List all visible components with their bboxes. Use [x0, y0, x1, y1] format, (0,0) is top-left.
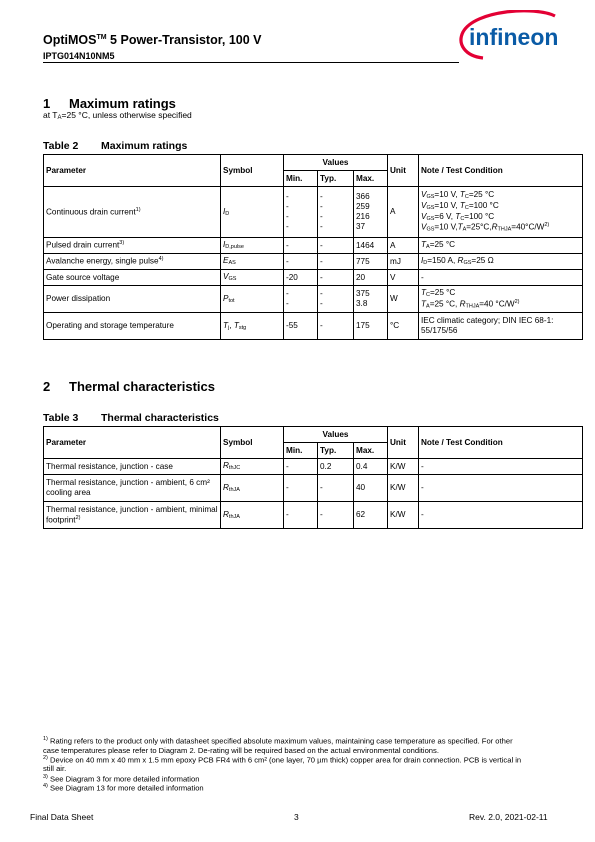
max-cell: 20 — [354, 270, 388, 286]
header-max: Max. — [354, 171, 388, 187]
thermal-characteristics-table — [43, 426, 583, 529]
unit-cell: W — [388, 286, 419, 313]
max-cell: 0.4 — [354, 459, 388, 475]
param-cell: Thermal resistance, junction - case — [44, 459, 221, 475]
min-cell: - - — [284, 286, 318, 313]
header-parameter: Parameter — [44, 155, 221, 187]
header-max: Max. — [354, 443, 388, 459]
header-condition: Note / Test Condition — [419, 427, 583, 459]
param-cell: Continuous drain current$^{1)}$ — [44, 187, 221, 238]
condition-cell: $T_C=25$ °C $T_A=25$ °C, $R_{THJA}=40$ $^\circ C/W^{2)}$ — [419, 286, 583, 313]
page-number: 3 — [294, 812, 299, 822]
typ-cell: - — [318, 270, 354, 286]
header-typ: Typ. — [318, 171, 354, 187]
param-cell: Gate source voltage — [44, 270, 221, 286]
min-cell: - — [284, 502, 318, 529]
logo-text: infineon — [469, 24, 559, 50]
footer-doc-type: Final Data Sheet — [30, 812, 94, 822]
typ-cell: - — [318, 475, 354, 502]
unit-cell: K/W — [388, 475, 419, 502]
condition-cell: - — [419, 459, 583, 475]
unit-cell: A — [388, 238, 419, 254]
max-cell: 366 259 216 37 — [354, 187, 388, 238]
min-cell: - — [284, 459, 318, 475]
header-divider — [43, 62, 459, 63]
min-cell: -20 — [284, 270, 318, 286]
symbol-cell: $I_D$ — [221, 187, 284, 238]
symbol-cell: $T_j$, $T_{stg}$ — [221, 313, 284, 340]
typ-cell: - — [318, 254, 354, 270]
max-cell: 1464 — [354, 238, 388, 254]
typ-cell: - - - - — [318, 187, 354, 238]
footnote: $^{4)}$ See Diagram 13 for more detailed information — [43, 783, 204, 793]
table-row — [44, 459, 583, 475]
header-symbol: Symbol — [221, 427, 284, 459]
table-row — [44, 187, 583, 238]
param-cell: Thermal resistance, junction - ambient, 6 cm² cooling area — [44, 475, 221, 502]
footnotes — [43, 736, 523, 793]
param-cell: Avalanche energy, single pulse$^{4)}$ — [44, 254, 221, 270]
header-values: Values — [284, 155, 388, 171]
section-1-subtitle: at $T_A=25$ °C, unless otherwise specified — [43, 110, 192, 121]
infineon-logo — [455, 10, 573, 62]
typ-cell: 0.2 — [318, 459, 354, 475]
min-cell: - — [284, 254, 318, 270]
header-values: Values — [284, 427, 388, 443]
condition-cell: $V_{GS}=10$ V, $T_C=25$ °C $V_{GS}=10$ V, $T_C=100$ °C $V_{GS}=6$ V, $T_C=100$ °C $V_{GS}=10$ $V,T_A=25^\circ C,R_{THJA}=40^\circ C/W^{2)}$ — [419, 187, 583, 238]
max-cell: 175 — [354, 313, 388, 340]
table-row — [44, 313, 583, 340]
unit-cell: K/W — [388, 502, 419, 529]
condition-cell: - — [419, 502, 583, 529]
table-row — [44, 254, 583, 270]
min-cell: -55 — [284, 313, 318, 340]
symbol-cell: $I_{D,pulse}$ — [221, 238, 284, 254]
header-symbol: Symbol — [221, 155, 284, 187]
max-cell: 62 — [354, 502, 388, 529]
header-unit: Unit — [388, 155, 419, 187]
header-min: Min. — [284, 171, 318, 187]
footer-revision: Rev. 2.0, 2021-02-11 — [469, 812, 548, 822]
condition-cell: IEC climatic category; DIN IEC 68-1: 55/175/56 — [419, 313, 583, 340]
min-cell: - — [284, 238, 318, 254]
max-cell: 40 — [354, 475, 388, 502]
table-row — [44, 502, 583, 529]
condition-cell: - — [419, 475, 583, 502]
condition-cell: - — [419, 270, 583, 286]
symbol-cell: $R_{thJA}$ — [221, 475, 284, 502]
header-parameter: Parameter — [44, 427, 221, 459]
section-1-heading: 1 Maximum ratings — [43, 96, 176, 111]
typ-cell: - — [318, 238, 354, 254]
footnote: $^{1)}$ Rating refers to the product only with datasheet specified absolute maximum values, maintaining case temperature as specified. For other case temperatures please refer to Diagram 2. De-rating will be required based on the actual environmental conditions. — [43, 736, 513, 755]
symbol-cell: $P_{tot}$ — [221, 286, 284, 313]
unit-cell: °C — [388, 313, 419, 340]
condition-cell: $I_D=150$ A, $R_{GS}=25$ Ω — [419, 254, 583, 270]
min-cell: - - - - — [284, 187, 318, 238]
document-title: OptiMOS™ 5 Power-Transistor, 100 V — [43, 33, 262, 47]
header-min: Min. — [284, 443, 318, 459]
header-condition: Note / Test Condition — [419, 155, 583, 187]
symbol-cell: $E_{AS}$ — [221, 254, 284, 270]
typ-cell: - — [318, 502, 354, 529]
unit-cell: V — [388, 270, 419, 286]
table-row — [44, 270, 583, 286]
footnote: $^{2)}$ Device on 40 mm x 40 mm x 1.5 mm epoxy PCB FR4 with 6 cm² (one layer, 70 µm thick) copper area for drain connection. PCB is vertical in still air. — [43, 754, 522, 774]
param-cell: Operating and storage temperature — [44, 313, 221, 340]
typ-cell: - — [318, 313, 354, 340]
unit-cell: mJ — [388, 254, 419, 270]
unit-cell: A — [388, 187, 419, 238]
table-row — [44, 475, 583, 502]
param-cell: Pulsed drain current$^{3)}$ — [44, 238, 221, 254]
table-row — [44, 238, 583, 254]
section-2-heading: 2 Thermal characteristics — [43, 379, 215, 394]
table-row — [44, 286, 583, 313]
max-cell: 375 3.8 — [354, 286, 388, 313]
typ-cell: - - — [318, 286, 354, 313]
symbol-cell: $V_{GS}$ — [221, 270, 284, 286]
condition-cell: $T_A=25$ °C — [419, 238, 583, 254]
table-2-caption: Table 2 Maximum ratings — [43, 140, 188, 152]
unit-cell: K/W — [388, 459, 419, 475]
part-number: IPTG014N10NM5 — [43, 51, 115, 61]
min-cell: - — [284, 475, 318, 502]
max-cell: 775 — [354, 254, 388, 270]
footnote: $^{3)}$ See Diagram 3 for more detailed information — [43, 773, 200, 784]
header-unit: Unit — [388, 427, 419, 459]
maximum-ratings-table — [43, 154, 583, 340]
symbol-cell: $R_{thJA}$ — [221, 502, 284, 529]
param-cell: Power dissipation — [44, 286, 221, 313]
header-typ: Typ. — [318, 443, 354, 459]
param-cell: Thermal resistance, junction - ambient, minimal footprint$^{2)}$ — [44, 502, 221, 529]
table-3-caption: Table 3 Thermal characteristics — [43, 412, 219, 424]
symbol-cell: $R_{thJC}$ — [221, 459, 284, 475]
